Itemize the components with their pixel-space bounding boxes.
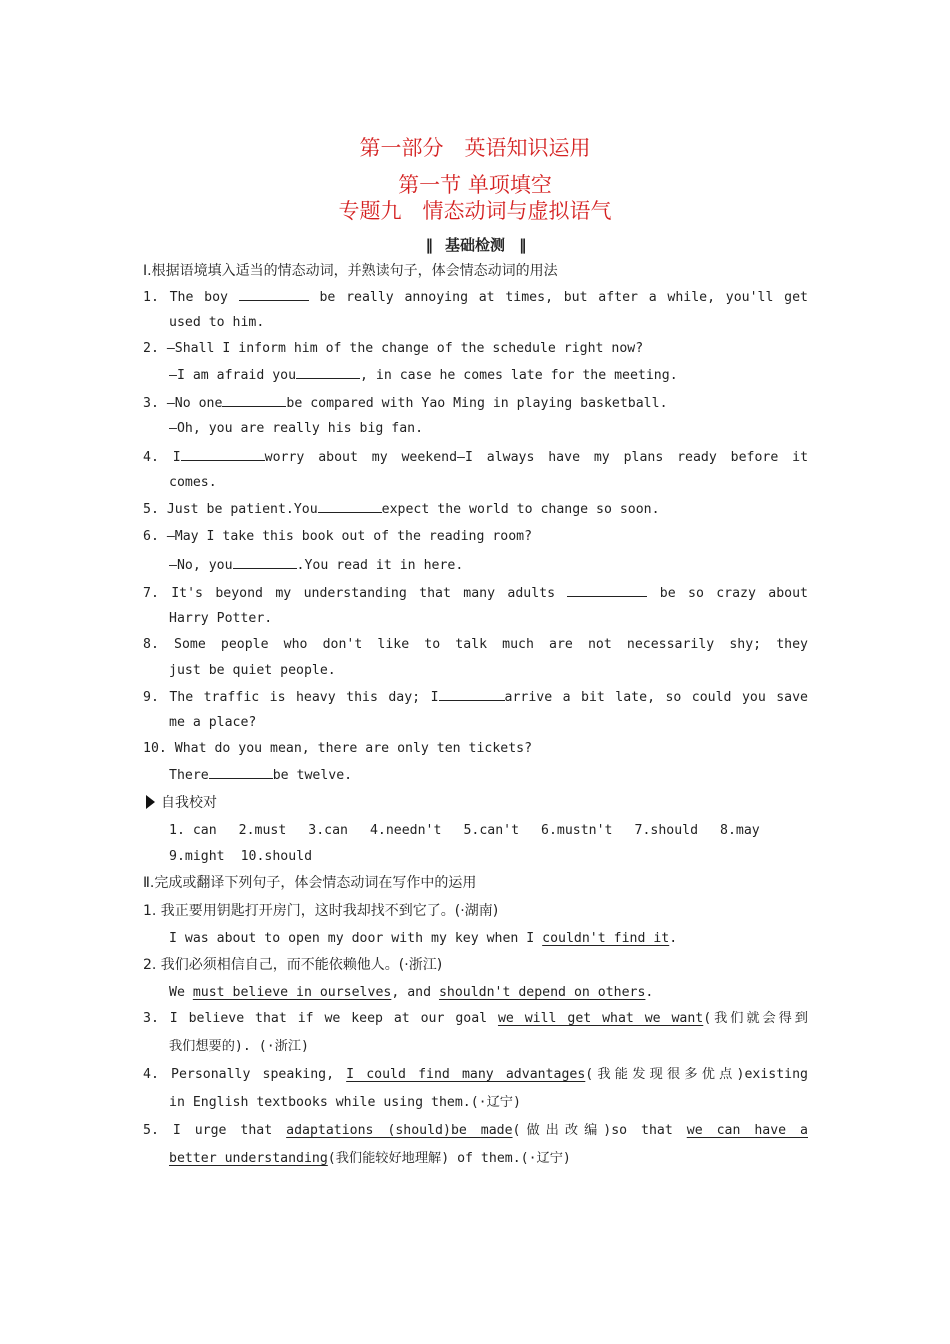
- answer-text: I could find many advantages: [346, 1067, 586, 1082]
- question-3-reply: —Oh, you are really his big fan.: [169, 421, 424, 436]
- answer-text: must believe in ourselves: [192, 985, 392, 1000]
- answer-text: better understanding: [169, 1151, 328, 1166]
- exercise-content: [143, 258, 808, 1172]
- sentence-2-cn: 2. 我们必须相信自己，而不能依赖他人。(·浙江): [143, 957, 443, 973]
- answer-text: adaptations (should)be made: [286, 1123, 513, 1138]
- question-7: 7. It's beyond my understanding that many adults be so crazy about: [143, 580, 808, 606]
- self-check-heading: 自我校对: [143, 790, 808, 818]
- question-6: 6. —May I take this book out of the reading room?: [143, 529, 533, 544]
- banner-label: 基础检测: [444, 236, 505, 254]
- part-title: 第一部分 英语知识运用: [359, 136, 591, 160]
- answer-text: couldn't find it: [542, 931, 670, 946]
- section-title: 第一节 单项填空: [398, 173, 552, 197]
- sentence-1-cn: 1. 我正要用钥匙打开房门，这时我却找不到它了。(·湖南): [143, 903, 499, 919]
- question-1: 1. The boy be really annoying at times, but after a while, you'll get: [143, 284, 808, 310]
- banner-bar-right-icon: ‖: [519, 236, 525, 254]
- answer-blank[interactable]: [209, 762, 273, 779]
- answer-blank[interactable]: [439, 684, 505, 701]
- sentence-4-cont: in English textbooks while using them.(·辽宁): [169, 1095, 521, 1110]
- answer-text: we will get what we want: [497, 1011, 704, 1026]
- section-banner: [0, 234, 950, 255]
- sentence-1-en: I was about to open my door with my key when I couldn't find it.: [169, 931, 678, 946]
- sentence-3-cont: 我们想要的). (·浙江): [169, 1039, 309, 1054]
- topic-title: 专题九 情态动词与虚拟语气: [338, 199, 612, 223]
- answer-blank[interactable]: [181, 444, 265, 461]
- sentence-4: 4. Personally speaking, I could find many advantages(我能发现很多优点)existing: [143, 1067, 808, 1082]
- part2-heading: Ⅱ.完成或翻译下列句子，体会情态动词在写作中的运用: [143, 875, 477, 891]
- question-9: 9. The traffic is heavy this day; I arrive a bit late, so could you save: [143, 684, 808, 710]
- question-10: 10. What do you mean, there are only ten tickets?: [143, 741, 533, 756]
- banner-bar-left-icon: ‖: [425, 236, 431, 254]
- answer-blank[interactable]: [233, 552, 297, 569]
- answer-blank[interactable]: [296, 362, 360, 379]
- sentence-2-en: We must believe in ourselves, and shouldn't depend on others.: [169, 985, 654, 1000]
- question-6-reply: —No, you .You read it in here.: [143, 552, 808, 580]
- question-3: 3. —No one be compared with Yao Ming in playing basketball.: [143, 390, 808, 416]
- question-7-cont: Harry Potter.: [169, 611, 273, 626]
- answer-blank[interactable]: [567, 580, 647, 597]
- question-2: 2. —Shall I inform him of the change of the schedule right now?: [143, 341, 644, 356]
- question-8: 8. Some people who don't like to talk much are not necessarily shy; they: [143, 637, 808, 652]
- part1-heading: Ⅰ.根据语境填入适当的情态动词，并熟读句子，体会情态动词的用法: [143, 263, 558, 279]
- sentence-5-cont: better understanding(我们能较好地理解) of them.(·辽宁): [169, 1151, 571, 1166]
- answer-blank[interactable]: [222, 390, 286, 407]
- answer-blank[interactable]: [239, 284, 309, 301]
- sentence-5: 5. I urge that adaptations (should)be made(做出改编)so that we can have a: [143, 1123, 808, 1138]
- question-5: 5. Just be patient.You expect the world to change so soon.: [143, 496, 808, 524]
- question-9-cont: me a place?: [169, 715, 257, 730]
- arrow-marker-icon: [146, 795, 155, 809]
- answer-key-row-1: 1. can 2.must 3.can 4.needn't 5.can't 6.mustn't 7.should 8.may: [169, 823, 760, 838]
- answer-blank[interactable]: [318, 496, 382, 513]
- question-2-reply: —I am afraid you , in case he comes late for the meeting.: [143, 362, 808, 390]
- question-8-cont: just be quiet people.: [169, 663, 336, 678]
- question-4-cont: comes.: [169, 475, 217, 490]
- question-4: 4. I worry about my weekend—I always have my plans ready before it: [143, 444, 808, 470]
- answer-text: shouldn't depend on others: [438, 985, 646, 1000]
- answer-text: we can have a: [686, 1123, 808, 1138]
- answer-key-row-2: 9.might 10.should: [169, 849, 313, 864]
- sentence-3: 3. I believe that if we keep at our goal we will get what we want(我们就会得到: [143, 1011, 808, 1026]
- question-10-reply: There be twelve.: [143, 762, 808, 790]
- question-1-cont: used to him.: [169, 315, 265, 330]
